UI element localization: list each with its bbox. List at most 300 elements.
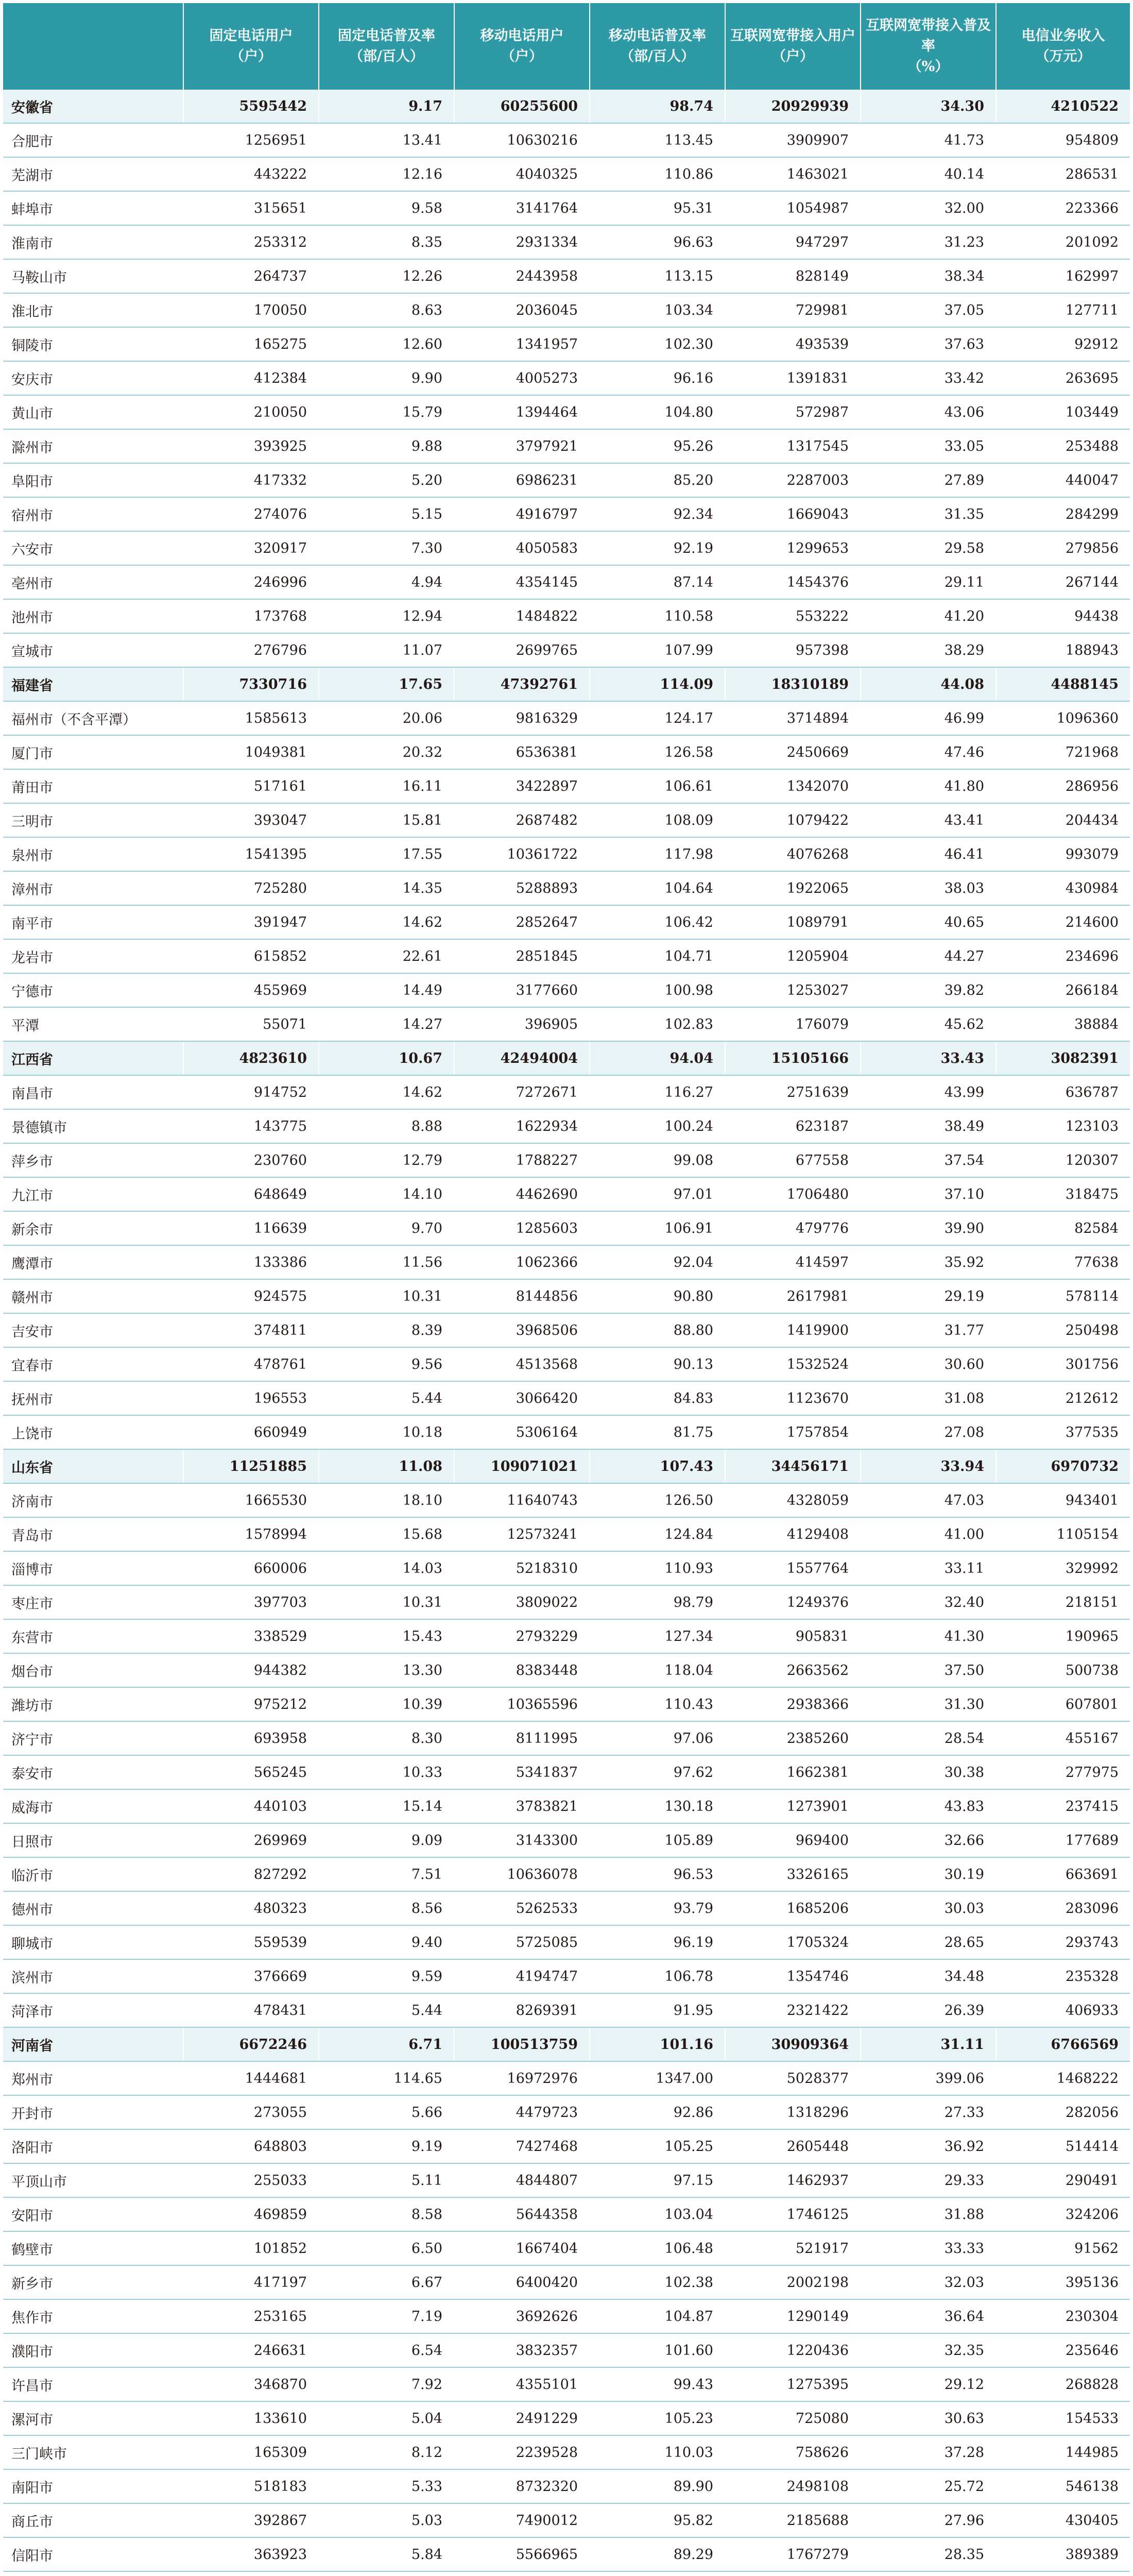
value-cell: 237415 <box>996 1789 1130 1823</box>
value-cell: 12573241 <box>454 1517 590 1551</box>
value-cell: 47.46 <box>861 735 996 769</box>
value-cell: 693958 <box>183 1721 319 1755</box>
value-cell: 97.62 <box>590 1755 725 1789</box>
value-cell: 95.82 <box>590 2503 725 2537</box>
value-cell: 165309 <box>183 2435 319 2469</box>
value-cell: 94.04 <box>590 1041 725 1075</box>
value-cell: 10.31 <box>319 1279 454 1313</box>
value-cell: 90.13 <box>590 1347 725 1381</box>
value-cell: 98.79 <box>590 1585 725 1619</box>
value-cell: 210050 <box>183 395 319 429</box>
value-cell: 9.88 <box>319 429 454 463</box>
value-cell: 3326165 <box>725 1857 861 1891</box>
value-cell: 5.11 <box>319 2163 454 2197</box>
value-cell: 110.58 <box>590 599 725 633</box>
value-cell: 430405 <box>996 2503 1130 2537</box>
value-cell: 5595442 <box>183 90 319 123</box>
value-cell: 377535 <box>996 1415 1130 1449</box>
value-cell: 102.30 <box>590 327 725 361</box>
value-cell: 1105154 <box>996 1517 1130 1551</box>
value-cell: 914752 <box>183 1075 319 1109</box>
value-cell: 9.70 <box>319 1211 454 1245</box>
value-cell: 1054987 <box>725 191 861 225</box>
value-cell: 993079 <box>996 837 1130 871</box>
city-row <box>3 769 1130 803</box>
region-name-cell: 滁州市 <box>3 429 183 463</box>
value-cell: 96.53 <box>590 1857 725 1891</box>
value-cell: 212612 <box>996 1381 1130 1415</box>
region-name-cell: 菏泽市 <box>3 1993 183 2027</box>
value-cell: 4479723 <box>454 2095 590 2129</box>
value-cell: 37.10 <box>861 1177 996 1211</box>
value-cell: 190965 <box>996 1619 1130 1653</box>
value-cell: 406933 <box>996 1993 1130 2027</box>
value-cell: 1049381 <box>183 735 319 769</box>
value-cell: 96.16 <box>590 361 725 395</box>
value-cell: 1391831 <box>725 361 861 395</box>
column-header-6 <box>861 3 996 90</box>
value-cell: 43.06 <box>861 395 996 429</box>
region-name-cell: 吉安市 <box>3 1313 183 1347</box>
city-row <box>3 803 1130 837</box>
value-cell: 10365596 <box>454 1687 590 1721</box>
value-cell: 1585613 <box>183 701 319 735</box>
value-cell: 469859 <box>183 2197 319 2231</box>
value-cell: 133610 <box>183 2401 319 2435</box>
value-cell: 725080 <box>725 2401 861 2435</box>
value-cell: 2287003 <box>725 463 861 497</box>
value-cell: 455969 <box>183 973 319 1007</box>
city-row <box>3 1993 1130 2027</box>
value-cell: 8.30 <box>319 1721 454 1755</box>
value-cell: 1662381 <box>725 1755 861 1789</box>
value-cell: 30909364 <box>725 2027 861 2061</box>
value-cell: 106.48 <box>590 2231 725 2265</box>
value-cell: 43.83 <box>861 1789 996 1823</box>
value-cell: 8.12 <box>319 2435 454 2469</box>
city-row <box>3 1823 1130 1857</box>
city-row <box>3 973 1130 1007</box>
value-cell: 18310189 <box>725 667 861 701</box>
value-cell: 397703 <box>183 1585 319 1619</box>
value-cell: 1705324 <box>725 1925 861 1959</box>
value-cell: 4916797 <box>454 497 590 531</box>
value-cell: 11.07 <box>319 633 454 667</box>
value-cell: 12.94 <box>319 599 454 633</box>
value-cell: 264737 <box>183 259 319 293</box>
value-cell: 5.04 <box>319 2401 454 2435</box>
value-cell: 92912 <box>996 327 1130 361</box>
value-cell: 104.64 <box>590 871 725 905</box>
value-cell: 905831 <box>725 1619 861 1653</box>
region-name-cell: 濮阳市 <box>3 2333 183 2367</box>
value-cell: 13.30 <box>319 1653 454 1687</box>
value-cell: 2687482 <box>454 803 590 837</box>
value-cell: 9.19 <box>319 2129 454 2163</box>
value-cell: 39.82 <box>861 973 996 1007</box>
value-cell: 1757854 <box>725 1415 861 1449</box>
value-cell: 223366 <box>996 191 1130 225</box>
value-cell: 677558 <box>725 1143 861 1177</box>
column-unit: （万元） <box>1035 48 1091 64</box>
column-header-0 <box>3 3 183 90</box>
value-cell: 1347.00 <box>590 2061 725 2095</box>
region-name-cell: 日照市 <box>3 1823 183 1857</box>
region-name-cell: 安庆市 <box>3 361 183 395</box>
value-cell: 514414 <box>996 2129 1130 2163</box>
value-cell: 42494004 <box>454 1041 590 1075</box>
value-cell: 290491 <box>996 2163 1130 2197</box>
city-row <box>3 1483 1130 1517</box>
value-cell: 559539 <box>183 1925 319 1959</box>
value-cell: 2239528 <box>454 2435 590 2469</box>
region-name-cell: 新乡市 <box>3 2265 183 2299</box>
value-cell: 9.90 <box>319 361 454 395</box>
value-cell: 396905 <box>454 1007 590 1041</box>
value-cell: 363923 <box>183 2537 319 2571</box>
value-cell: 623187 <box>725 1109 861 1143</box>
value-cell: 417197 <box>183 2265 319 2299</box>
value-cell: 26.39 <box>861 1993 996 2027</box>
value-cell: 3082391 <box>996 1041 1130 1075</box>
value-cell: 2938366 <box>725 1687 861 1721</box>
value-cell: 8.88 <box>319 1109 454 1143</box>
region-name-cell: 合肥市 <box>3 123 183 157</box>
city-row <box>3 225 1130 259</box>
value-cell: 144985 <box>996 2435 1130 2469</box>
value-cell: 5.15 <box>319 497 454 531</box>
value-cell: 12.16 <box>319 157 454 191</box>
value-cell: 38.34 <box>861 259 996 293</box>
value-cell: 3141764 <box>454 191 590 225</box>
value-cell: 1685206 <box>725 1891 861 1925</box>
value-cell: 8.56 <box>319 1891 454 1925</box>
value-cell: 417332 <box>183 463 319 497</box>
value-cell: 2851845 <box>454 939 590 973</box>
value-cell: 33.43 <box>861 1041 996 1075</box>
value-cell: 4076268 <box>725 837 861 871</box>
value-cell: 33.33 <box>861 2231 996 2265</box>
value-cell: 92.19 <box>590 531 725 565</box>
value-cell: 1468222 <box>996 2061 1130 2095</box>
value-cell: 8111995 <box>454 1721 590 1755</box>
value-cell: 1249376 <box>725 1585 861 1619</box>
value-cell: 5.44 <box>319 1381 454 1415</box>
value-cell: 2793229 <box>454 1619 590 1653</box>
value-cell: 11.56 <box>319 1245 454 1279</box>
value-cell <box>319 2571 454 2576</box>
value-cell: 500738 <box>996 1653 1130 1687</box>
value-cell: 30.03 <box>861 1891 996 1925</box>
value-cell: 648649 <box>183 1177 319 1211</box>
value-cell: 7427468 <box>454 2129 590 2163</box>
value-cell: 32.35 <box>861 2333 996 2367</box>
value-cell: 106.61 <box>590 769 725 803</box>
value-cell: 27.08 <box>861 1415 996 1449</box>
value-cell: 117.98 <box>590 837 725 871</box>
region-name-cell: 铜陵市 <box>3 327 183 361</box>
city-row <box>3 1619 1130 1653</box>
value-cell: 97.06 <box>590 1721 725 1755</box>
city-row <box>3 2571 1130 2576</box>
value-cell: 578114 <box>996 1279 1130 1313</box>
value-cell: 954809 <box>996 123 1130 157</box>
value-cell: 4.94 <box>319 565 454 599</box>
value-cell: 32.40 <box>861 1585 996 1619</box>
value-cell: 214600 <box>996 905 1130 939</box>
value-cell: 116.27 <box>590 1075 725 1109</box>
city-row <box>3 259 1130 293</box>
value-cell: 235328 <box>996 1959 1130 1993</box>
city-row <box>3 905 1130 939</box>
value-cell: 4354145 <box>454 565 590 599</box>
value-cell: 38.49 <box>861 1109 996 1143</box>
city-row <box>3 1517 1130 1551</box>
value-cell: 35.92 <box>861 1245 996 1279</box>
value-cell: 170050 <box>183 293 319 327</box>
column-header-1 <box>183 3 319 90</box>
value-cell: 2931334 <box>454 225 590 259</box>
value-cell: 440047 <box>996 463 1130 497</box>
value-cell: 91.95 <box>590 1993 725 2027</box>
value-cell: 329992 <box>996 1551 1130 1585</box>
city-row <box>3 429 1130 463</box>
value-cell: 230304 <box>996 2299 1130 2333</box>
value-cell: 725280 <box>183 871 319 905</box>
region-name-cell: 抚州市 <box>3 1381 183 1415</box>
value-cell: 2617981 <box>725 1279 861 1313</box>
value-cell: 14.35 <box>319 871 454 905</box>
value-cell: 31.11 <box>861 2027 996 2061</box>
value-cell: 33.94 <box>861 1449 996 1483</box>
value-cell: 430984 <box>996 871 1130 905</box>
city-row <box>3 1347 1130 1381</box>
value-cell: 6400420 <box>454 2265 590 2299</box>
value-cell: 8732320 <box>454 2469 590 2503</box>
value-cell: 28.54 <box>861 1721 996 1755</box>
value-cell: 92.34 <box>590 497 725 531</box>
region-name-cell: 厦门市 <box>3 735 183 769</box>
value-cell: 14.62 <box>319 1075 454 1109</box>
value-cell: 2852647 <box>454 905 590 939</box>
column-header-7 <box>996 3 1130 90</box>
value-cell: 392867 <box>183 2503 319 2537</box>
value-cell: 943401 <box>996 1483 1130 1517</box>
value-cell: 37.54 <box>861 1143 996 1177</box>
city-row <box>3 633 1130 667</box>
value-cell: 6.71 <box>319 2027 454 2061</box>
value-cell: 33.11 <box>861 1551 996 1585</box>
value-cell: 253488 <box>996 429 1130 463</box>
value-cell: 440103 <box>183 1789 319 1823</box>
value-cell: 1123670 <box>725 1381 861 1415</box>
province-row <box>3 1449 1130 1483</box>
value-cell: 103.04 <box>590 2197 725 2231</box>
value-cell: 391947 <box>183 905 319 939</box>
value-cell: 374811 <box>183 1313 319 1347</box>
value-cell: 246996 <box>183 565 319 599</box>
value-cell: 320917 <box>183 531 319 565</box>
value-cell: 110.43 <box>590 1687 725 1721</box>
value-cell: 93.79 <box>590 1891 725 1925</box>
value-cell: 395136 <box>996 2265 1130 2299</box>
value-cell: 663691 <box>996 1857 1130 1891</box>
value-cell: 110.93 <box>590 1551 725 1585</box>
city-row <box>3 2095 1130 2129</box>
value-cell: 40.65 <box>861 905 996 939</box>
value-cell: 253165 <box>183 2299 319 2333</box>
value-cell: 283096 <box>996 1891 1130 1925</box>
city-row <box>3 531 1130 565</box>
value-cell: 14.10 <box>319 1177 454 1211</box>
value-cell: 615852 <box>183 939 319 973</box>
value-cell: 113.45 <box>590 123 725 157</box>
value-cell: 31.77 <box>861 1313 996 1347</box>
value-cell: 1354746 <box>725 1959 861 1993</box>
value-cell: 246631 <box>183 2333 319 2367</box>
region-name-cell: 三门峡市 <box>3 2435 183 2469</box>
region-name-cell: 郑州市 <box>3 2061 183 2095</box>
value-cell: 7.92 <box>319 2367 454 2401</box>
value-cell: 8.39 <box>319 1313 454 1347</box>
value-cell: 1096360 <box>996 701 1130 735</box>
value-cell: 1454376 <box>725 565 861 599</box>
city-row <box>3 327 1130 361</box>
value-cell: 102.83 <box>590 1007 725 1041</box>
value-cell: 27.33 <box>861 2095 996 2129</box>
value-cell: 648803 <box>183 2129 319 2163</box>
value-cell: 28.35 <box>861 2537 996 2571</box>
value-cell: 493539 <box>725 327 861 361</box>
region-name-cell: 漯河市 <box>3 2401 183 2435</box>
value-cell: 8144856 <box>454 1279 590 1313</box>
region-name-cell: 淮南市 <box>3 225 183 259</box>
value-cell: 38.03 <box>861 871 996 905</box>
value-cell: 274076 <box>183 497 319 531</box>
value-cell: 263695 <box>996 361 1130 395</box>
value-cell: 113.15 <box>590 259 725 293</box>
value-cell: 6986231 <box>454 463 590 497</box>
value-cell: 2185688 <box>725 2503 861 2537</box>
value-cell: 38884 <box>996 1007 1130 1041</box>
city-row <box>3 2299 1130 2333</box>
value-cell: 120307 <box>996 1143 1130 1177</box>
region-name-cell: 青岛市 <box>3 1517 183 1551</box>
value-cell: 33.42 <box>861 361 996 395</box>
value-cell: 130.18 <box>590 1789 725 1823</box>
city-row <box>3 1279 1130 1313</box>
column-header-3 <box>454 3 590 90</box>
value-cell: 1419900 <box>725 1313 861 1347</box>
value-cell: 15.79 <box>319 395 454 429</box>
region-name-cell: 临沂市 <box>3 1857 183 1891</box>
region-name-cell: 淮北市 <box>3 293 183 327</box>
value-cell: 399.06 <box>861 2061 996 2095</box>
value-cell: 4513568 <box>454 1347 590 1381</box>
value-cell: 3066420 <box>454 1381 590 1415</box>
value-cell: 110.03 <box>590 2435 725 2469</box>
value-cell: 133386 <box>183 1245 319 1279</box>
column-title: 电信业务收入 <box>1021 28 1105 44</box>
value-cell: 201092 <box>996 225 1130 259</box>
value-cell: 3143300 <box>454 1823 590 1857</box>
value-cell: 4823610 <box>183 1041 319 1075</box>
region-name-cell: 滨州市 <box>3 1959 183 1993</box>
city-row <box>3 463 1130 497</box>
value-cell: 266184 <box>996 973 1130 1007</box>
value-cell: 127.34 <box>590 1619 725 1653</box>
value-cell: 36.92 <box>861 2129 996 2163</box>
region-name-cell: 泰安市 <box>3 1755 183 1789</box>
value-cell: 36.64 <box>861 2299 996 2333</box>
region-name-cell: 亳州市 <box>3 565 183 599</box>
value-cell: 1484822 <box>454 599 590 633</box>
region-name-cell: 山东省 <box>3 1449 183 1483</box>
value-cell: 108.09 <box>590 803 725 837</box>
value-cell: 173768 <box>183 599 319 633</box>
region-name-cell: 福州市（不含平潭） <box>3 701 183 735</box>
value-cell <box>996 2571 1130 2576</box>
value-cell: 31.30 <box>861 1687 996 1721</box>
city-row <box>3 1381 1130 1415</box>
column-unit: （%） <box>907 59 949 75</box>
region-name-cell: 阜阳市 <box>3 463 183 497</box>
value-cell: 8269391 <box>454 1993 590 2027</box>
value-cell: 43.41 <box>861 803 996 837</box>
value-cell: 2443958 <box>454 259 590 293</box>
value-cell: 6.67 <box>319 2265 454 2299</box>
region-name-cell: 福建省 <box>3 667 183 701</box>
value-cell: 3692626 <box>454 2299 590 2333</box>
city-row <box>3 871 1130 905</box>
value-cell: 6672246 <box>183 2027 319 2061</box>
city-row <box>3 2265 1130 2299</box>
region-name-cell: 池州市 <box>3 599 183 633</box>
value-cell: 89.29 <box>590 2537 725 2571</box>
value-cell: 29.33 <box>861 2163 996 2197</box>
value-cell: 107.43 <box>590 1449 725 1483</box>
city-row <box>3 2061 1130 2095</box>
value-cell: 12.60 <box>319 327 454 361</box>
value-cell: 106.91 <box>590 1211 725 1245</box>
province-row <box>3 1041 1130 1075</box>
city-row <box>3 2435 1130 2469</box>
value-cell: 255033 <box>183 2163 319 2197</box>
region-name-cell: 商丘市 <box>3 2503 183 2537</box>
value-cell <box>590 2571 725 2576</box>
value-cell: 1205904 <box>725 939 861 973</box>
column-title: 移动电话用户 <box>480 28 564 44</box>
value-cell: 9.09 <box>319 1823 454 1857</box>
value-cell: 162997 <box>996 259 1130 293</box>
value-cell: 6766569 <box>996 2027 1130 2061</box>
city-row <box>3 939 1130 973</box>
value-cell: 273055 <box>183 2095 319 2129</box>
value-cell: 176079 <box>725 1007 861 1041</box>
value-cell: 253312 <box>183 225 319 259</box>
value-cell: 106.78 <box>590 1959 725 1993</box>
value-cell: 10.18 <box>319 1415 454 1449</box>
value-cell: 37.05 <box>861 293 996 327</box>
value-cell: 7330716 <box>183 667 319 701</box>
value-cell: 3968506 <box>454 1313 590 1347</box>
value-cell: 91562 <box>996 2231 1130 2265</box>
value-cell: 546138 <box>996 2469 1130 2503</box>
city-row <box>3 191 1130 225</box>
value-cell: 1318296 <box>725 2095 861 2129</box>
value-cell: 15105166 <box>725 1041 861 1075</box>
region-name-cell: 漳州市 <box>3 871 183 905</box>
